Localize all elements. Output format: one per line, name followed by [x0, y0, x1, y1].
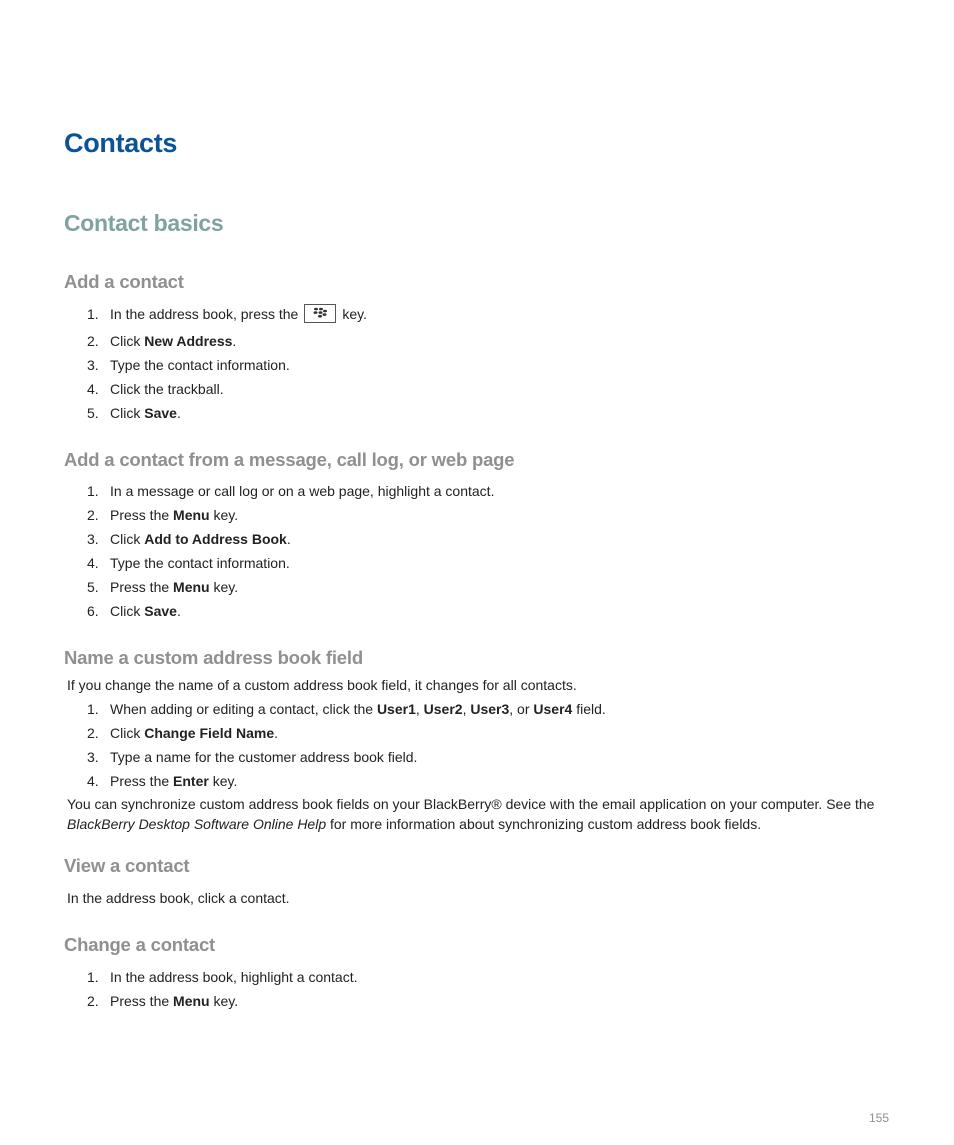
heading-add-from-message: Add a contact from a message, call log, or web page [64, 449, 515, 470]
help-doc-title: BlackBerry Desktop Software Online Help [67, 816, 327, 832]
heading-change-contact: Change a contact [64, 934, 215, 955]
view-contact-text: In the address book, click a contact. [67, 890, 290, 906]
custom-field-intro: If you change the name of a custom address book field, it changes for all contacts. [67, 677, 577, 693]
blackberry-logo-icon [313, 307, 327, 319]
heading-add-contact: Add a contact [64, 271, 184, 292]
menu-key-box [304, 304, 336, 323]
custom-field-note: You can synchronize custom address book fields on your BlackBerry® device with the email application on your computer. See the BlackBerry Desktop Software Online Help for more information about synchronizing custom address book fields. [67, 796, 875, 832]
page-number: 155 [869, 1111, 890, 1125]
heading-custom-field: Name a custom address book field [64, 647, 363, 668]
section-title: Contact basics [64, 210, 224, 236]
heading-view-contact: View a contact [64, 855, 190, 876]
page-title: Contacts [64, 128, 178, 158]
